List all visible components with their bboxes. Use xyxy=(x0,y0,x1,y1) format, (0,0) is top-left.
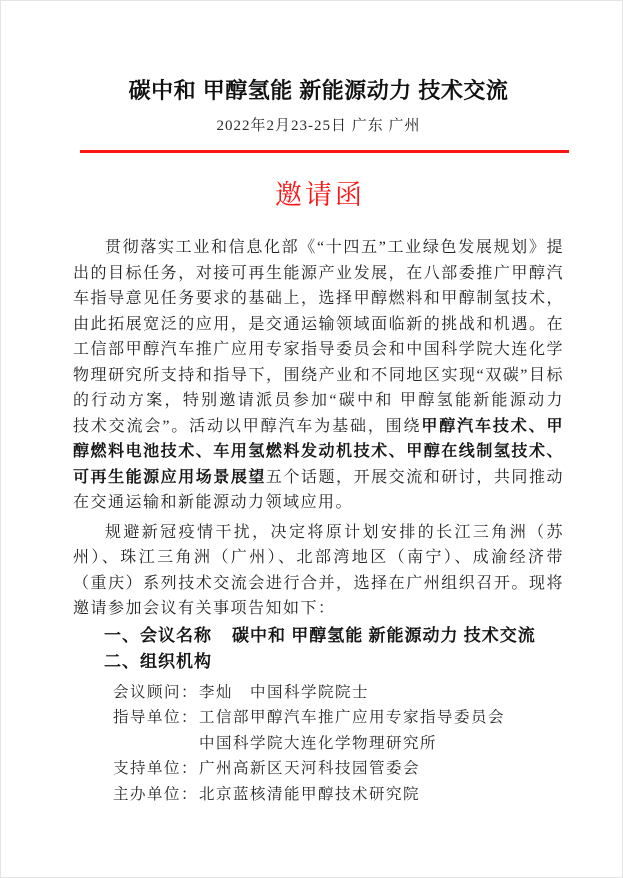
paragraph-1-tail-text: 五个话题，开展交流和研讨，共同推动在交通运输和新能源动力领域应用。 xyxy=(73,468,564,511)
section-2-label: 二、组织机构 xyxy=(104,651,212,671)
document-title: 碳中和 甲醇氢能 新能源动力 技术交流 xyxy=(128,78,509,103)
org-value-advisor: 李灿 中国科学院院士 xyxy=(199,683,370,701)
paragraph-1-topics-bold-text: 甲醇汽车技术、甲醇燃料电池技术、车用氢燃料发动机技术、甲醇在线制氢技术、可再生能源应用场景展望 xyxy=(73,417,564,486)
document-date-location: 2022年2月23-25日 广东 广州 xyxy=(216,118,421,134)
org-value-guiding-unit-line-1: 工信部甲醇汽车推广应用专家指导委员会 xyxy=(199,709,506,726)
org-label-supporting-unit: 支持单位： xyxy=(113,760,199,777)
org-label-guiding-units: 指导单位： xyxy=(113,709,199,726)
org-row-advisor xyxy=(113,680,564,706)
org-value-host-unit: 北京蓝核清能甲醇技术研究院 xyxy=(199,785,421,803)
organization-list xyxy=(113,680,564,808)
org-value-supporting-unit: 广州高新区天河科技园管委会 xyxy=(199,760,421,777)
org-value-guiding-units xyxy=(199,705,564,756)
org-label-host-unit: 主办单位： xyxy=(113,785,199,803)
paragraph-1-lead-text: 贯彻落实工业和信息化部《“十四五”工业绿色发展规划》提出的目标任务，对接可再生能源产业发展，在八部委推广甲醇汽车指导意见任务要求的基础上，选择甲醇燃料和甲醇制氢技术，由此拓展宽泛的应用，是交通运输领域面临新的挑战和机遇。在工信部甲醇汽车推广应用专家指导委员会和中国科学院大连化学物理研究所支持和指导下，围绕产业和不同地区实现“双碳”目标的行动方案，特别邀请派员参加“碳中和 甲醇氢能新能源动力 技术交流会”。活动以甲醇汽车为基础，围绕 xyxy=(73,239,564,435)
section-1-label: 一、会议名称 xyxy=(104,625,212,645)
letter-heading: 邀请函 xyxy=(275,180,365,210)
section-1-value: 碳中和 甲醇氢能 新能源动力 技术交流 xyxy=(232,625,536,645)
paragraph-2: 规避新冠疫情干扰，决定将原计划安排的长江三角洲（苏州）、珠江三角洲（广州）、北部湾地区（南宁）、成渝经济带（重庆）系列技术交流会进行合并，选择在广州组织召开。现将邀请参加会议有关事项告知如下： xyxy=(73,523,564,617)
red-divider-line xyxy=(80,150,569,153)
org-row-guiding-units xyxy=(113,705,564,756)
section-heading-conference-name xyxy=(104,624,564,648)
org-value-guiding-unit-line-2: 中国科学院大连化学物理研究所 xyxy=(199,734,438,752)
org-label-advisor: 会议顾问： xyxy=(113,683,199,701)
org-row-supporting-unit xyxy=(113,756,564,782)
org-row-host-unit xyxy=(113,782,564,808)
paragraph-1 xyxy=(73,235,564,516)
section-heading-organization xyxy=(104,650,564,674)
